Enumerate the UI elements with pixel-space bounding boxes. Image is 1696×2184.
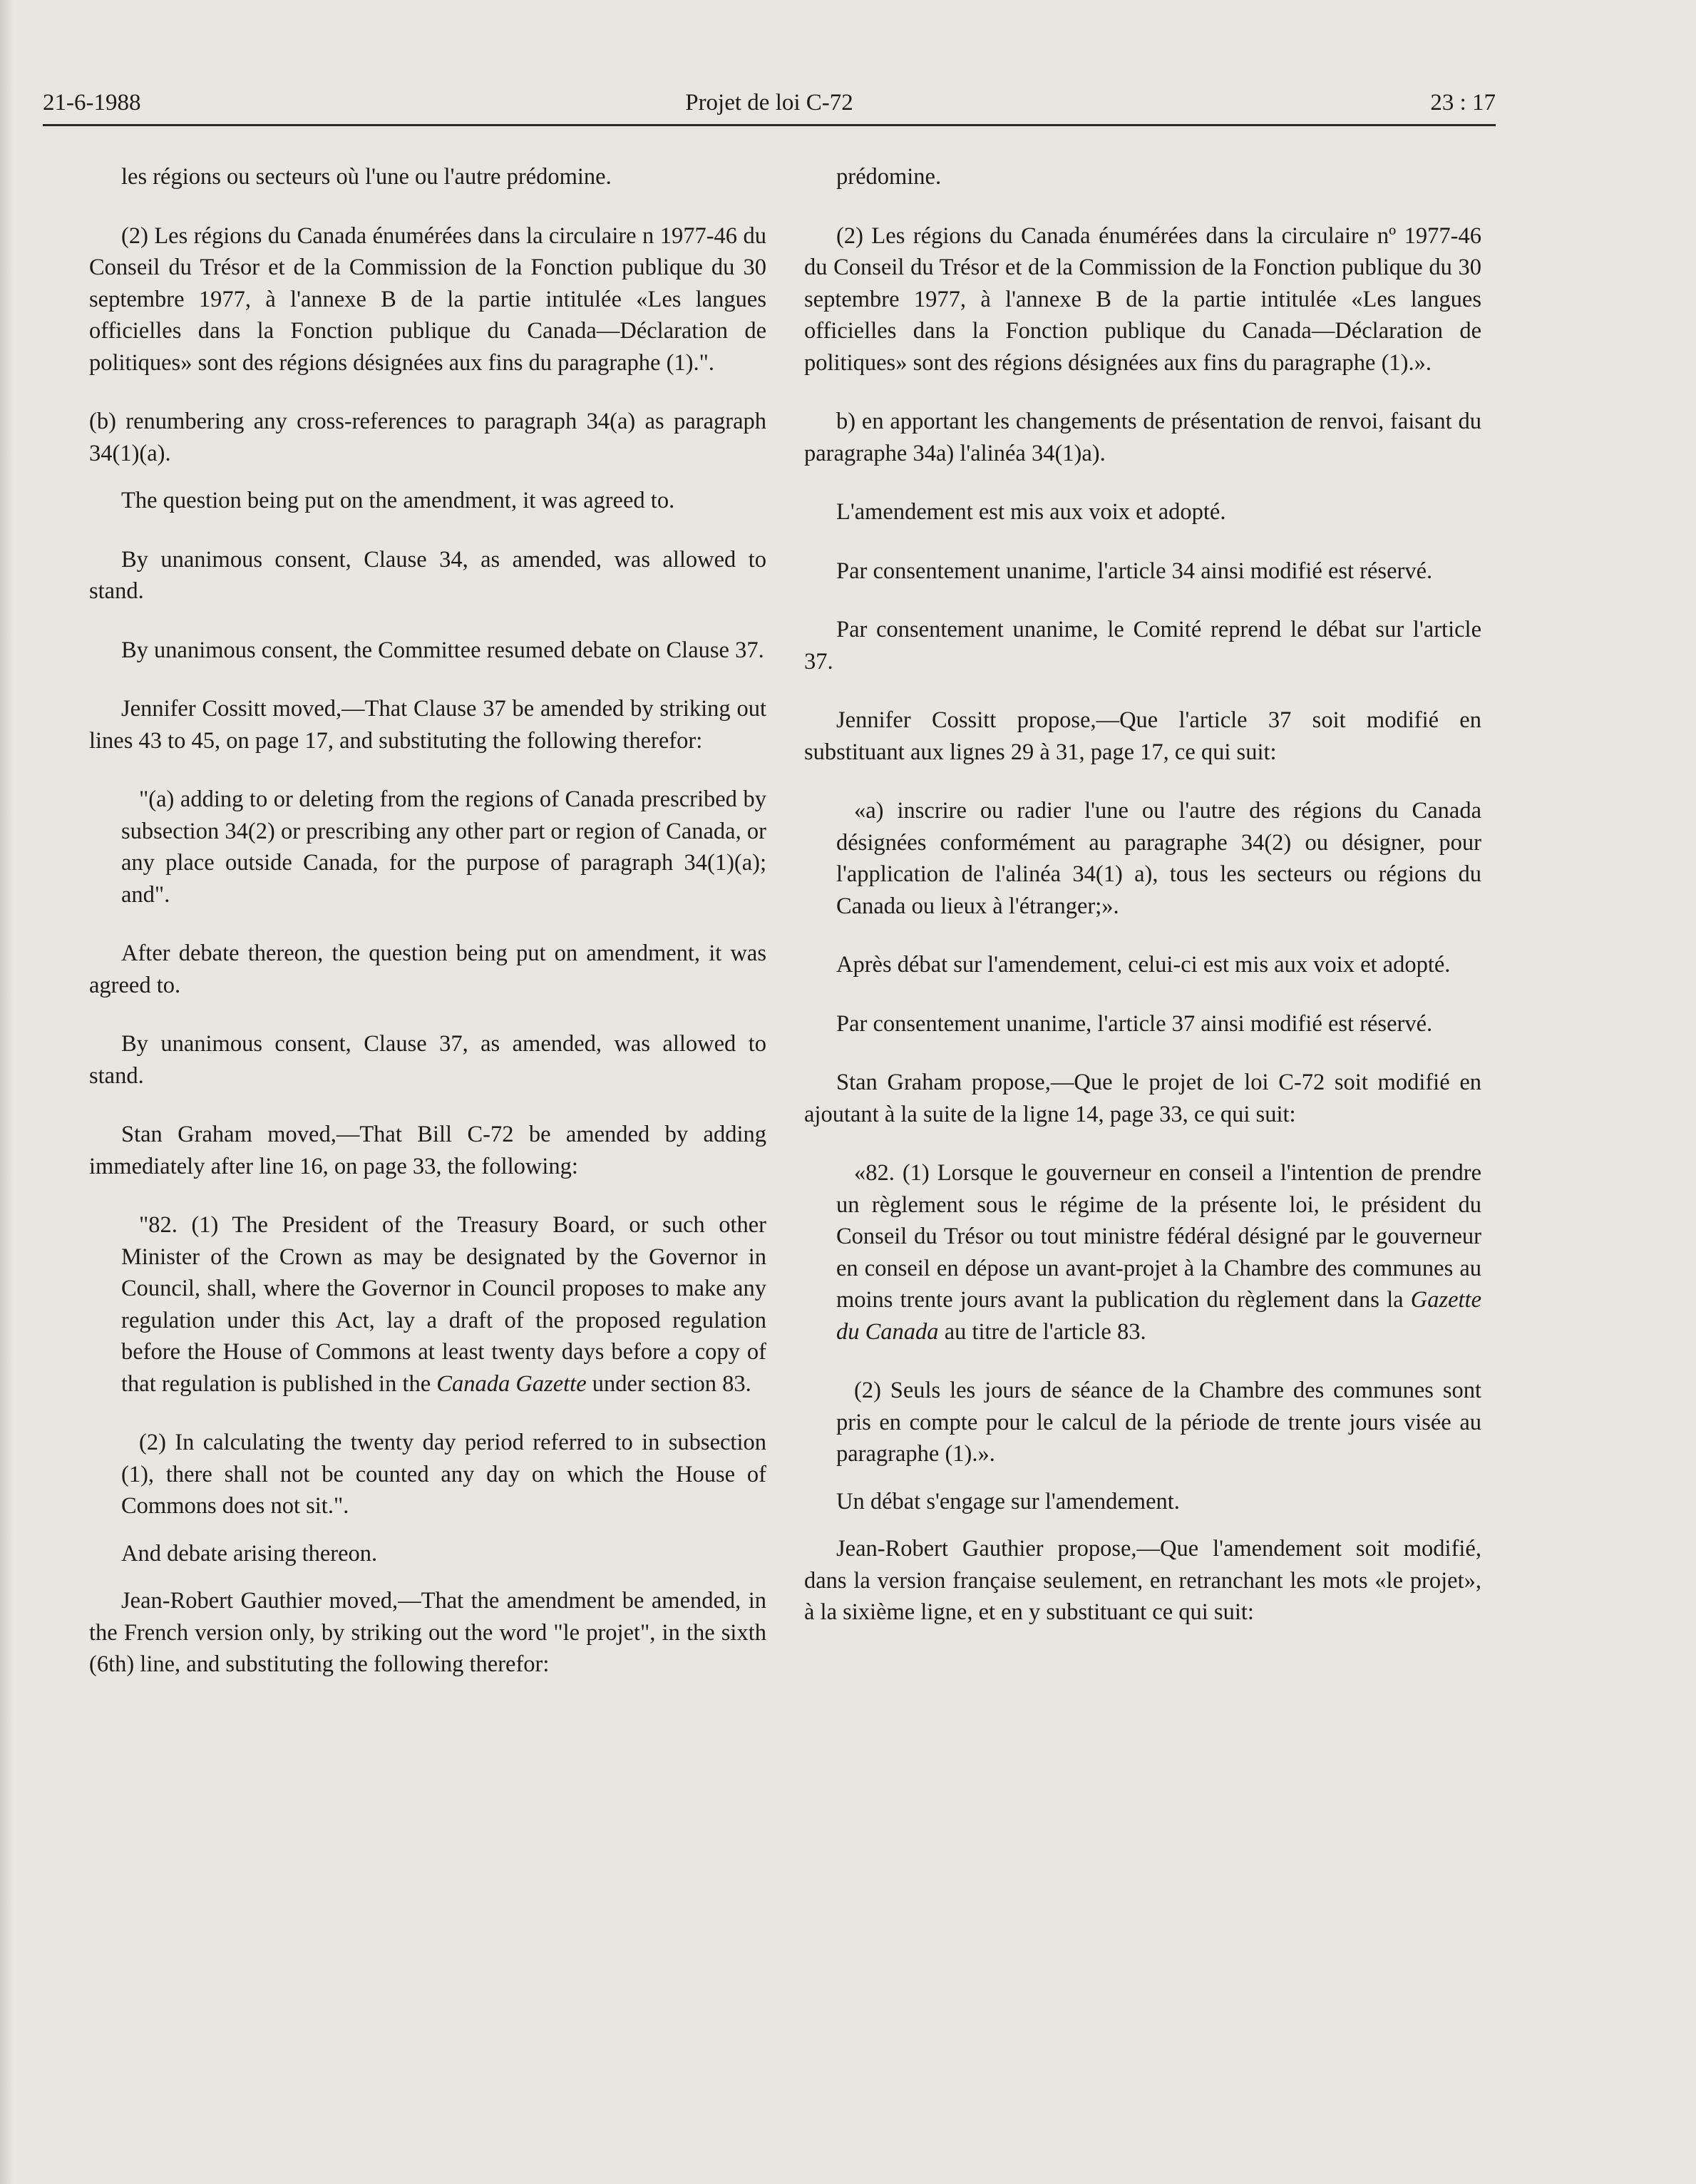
english-column [89, 161, 766, 1708]
fr-paragraph-11: Stan Graham propose,—Que le projet de loi C-72 soit modifié en ajoutant à la suite de la ligne 14, page 33, ce qui suit: [804, 1070, 1481, 1127]
fr-paragraph-2: (2) Les régions du Canada énumérées dans la circulaire nº 1977-46 du Conseil du Trésor et de la Commission de la Fonction publique du 30 septembre 1977, à l'annexe B de la partie intitulée «Les langues officielles dans la Fonction publique du Canada—Déclaration de politiques» sont des régions désignées aux fins du paragraphe (1).». [804, 222, 1481, 376]
en-p12-text-a: "82. (1) The President of the Treasury Board, or such other Minister of the Crown as may be designated by the Governor in Council, shall, where the Governor in Council proposes to make any regulation under this Act, lay a draft of the proposed regulation before the House of Commons at least twenty days before a copy of that regulation is published in the [121, 1212, 766, 1397]
fr-p12-text-c: au titre de l'article 83. [938, 1318, 1146, 1345]
header-rule [43, 124, 1496, 126]
fr-paragraph-5: Par consentement unanime, l'article 34 ainsi modifié est réservé. [836, 558, 1433, 584]
en-paragraph-2: (2) Les régions du Canada énumérées dans la circulaire n 1977-46 du Conseil du Trésor et de la Commission de la Fonction publique du 30 septembre 1977, à l'annexe B de la partie intitulée «Les langues officielles dans la Fonction publique du Canada—Déclaration de politiques» sont des régions désignées aux fins du paragraphe (1).". [89, 222, 766, 376]
en-paragraph-3: (b) renumbering any cross-references to paragraph 34(a) as paragraph 34(1)(a). [89, 409, 766, 466]
fr-paragraph-3: b) en apportant les changements de présentation de renvoi, faisant du paragraphe 34a) l'alinéa 34(1)a). [804, 409, 1481, 466]
en-paragraph-12 [121, 1209, 766, 1400]
en-paragraph-4: The question being put on the amendment, it was agreed to. [121, 488, 675, 513]
header-title: Projet de loi C-72 [685, 90, 853, 116]
en-paragraph-15: Jean-Robert Gauthier moved,—That the amendment be amended, in the French version only, by striking out the word "le projet", in the sixth (6th) line, and substituting the following therefor: [89, 1588, 766, 1677]
en-p12-gazette: Canada Gazette [436, 1370, 587, 1397]
fr-paragraph-4: L'amendement est mis aux voix et adopté. [836, 499, 1226, 525]
en-paragraph-6: By unanimous consent, the Committee resumed debate on Clause 37. [121, 637, 764, 663]
fr-paragraph-8: «a) inscrire ou radier l'une ou l'autre des régions du Canada désignées conformément au paragraphe 34(2) ou désigner, pour l'application de l'alinéa 34(1) a), tous les secteurs ou régions du Canada ou lieux à l'étranger;». [836, 798, 1481, 919]
en-paragraph-1: les régions ou secteurs où l'une ou l'autre prédomine. [121, 164, 612, 190]
fr-paragraph-1: prédomine. [836, 164, 942, 190]
en-paragraph-5: By unanimous consent, Clause 34, as amended, was allowed to stand. [89, 546, 766, 604]
fr-paragraph-10: Par consentement unanime, l'article 37 ainsi modifié est réservé. [836, 1010, 1433, 1037]
page-edge-shadow [0, 0, 13, 2184]
header-page-number: 23 : 17 [1430, 90, 1496, 116]
french-column [804, 161, 1481, 1656]
page-header [43, 84, 1496, 127]
fr-paragraph-13: (2) Seuls les jours de séance de la Chambre des communes sont pris en compte pour le calcul de la période de trente jours visée au paragraphe (1).». [836, 1378, 1481, 1467]
header-date: 21-6-1988 [43, 90, 141, 116]
en-paragraph-8: "(a) adding to or deleting from the regions of Canada prescribed by subsection 34(2) or prescribing any other part or region of Canada, or any place outside Canada, for the purpose of paragraph 34(1)(a); and". [121, 786, 766, 908]
fr-paragraph-14: Un débat s'engage sur l'amendement. [836, 1488, 1180, 1514]
fr-p12-text-a: «82. (1) Lorsque le gouverneur en conseil a l'intention de prendre un règlement sous le régime de la présente loi, le président du Conseil du Trésor ou tout ministre fédéral désigné par le gouverneur en conseil en dépose un avant-projet à la Chambre des communes au moins trente jours avant la publication du règlement dans la [836, 1160, 1481, 1313]
en-paragraph-11: Stan Graham moved,—That Bill C-72 be amended by adding immediately after line 16, on page 33, the following: [89, 1122, 766, 1179]
fr-paragraph-7: Jennifer Cossitt propose,—Que l'article 37 soit modifié en substituant aux lignes 29 à 31, page 17, ce qui suit: [804, 707, 1481, 765]
en-paragraph-9: After debate thereon, the question being put on amendment, it was agreed to. [89, 940, 766, 998]
fr-paragraph-9: Après débat sur l'amendement, celui-ci est mis aux voix et adopté. [836, 952, 1451, 978]
en-paragraph-10: By unanimous consent, Clause 37, as amended, was allowed to stand. [89, 1031, 766, 1089]
fr-paragraph-6: Par consentement unanime, le Comité reprend le débat sur l'article 37. [804, 617, 1481, 675]
en-paragraph-14: And debate arising thereon. [121, 1540, 378, 1567]
en-paragraph-13: (2) In calculating the twenty day period referred to in subsection (1), there shall not be counted any day on which the House of Commons does not sit.". [121, 1430, 766, 1519]
fr-paragraph-12 [836, 1157, 1481, 1348]
fr-p12-gazette: Gazette du Canada [836, 1287, 1481, 1345]
fr-paragraph-15: Jean-Robert Gauthier propose,—Que l'amendement soit modifié, dans la version française seulement, en retranchant les mots «le projet», à la sixième ligne, et en y substituant ce qui suit: [804, 1536, 1481, 1625]
en-paragraph-7: Jennifer Cossitt moved,—That Clause 37 be amended by striking out lines 43 to 45, on page 17, and substituting the following therefor: [89, 696, 766, 754]
en-p12-text-c: under section 83. [586, 1370, 751, 1397]
